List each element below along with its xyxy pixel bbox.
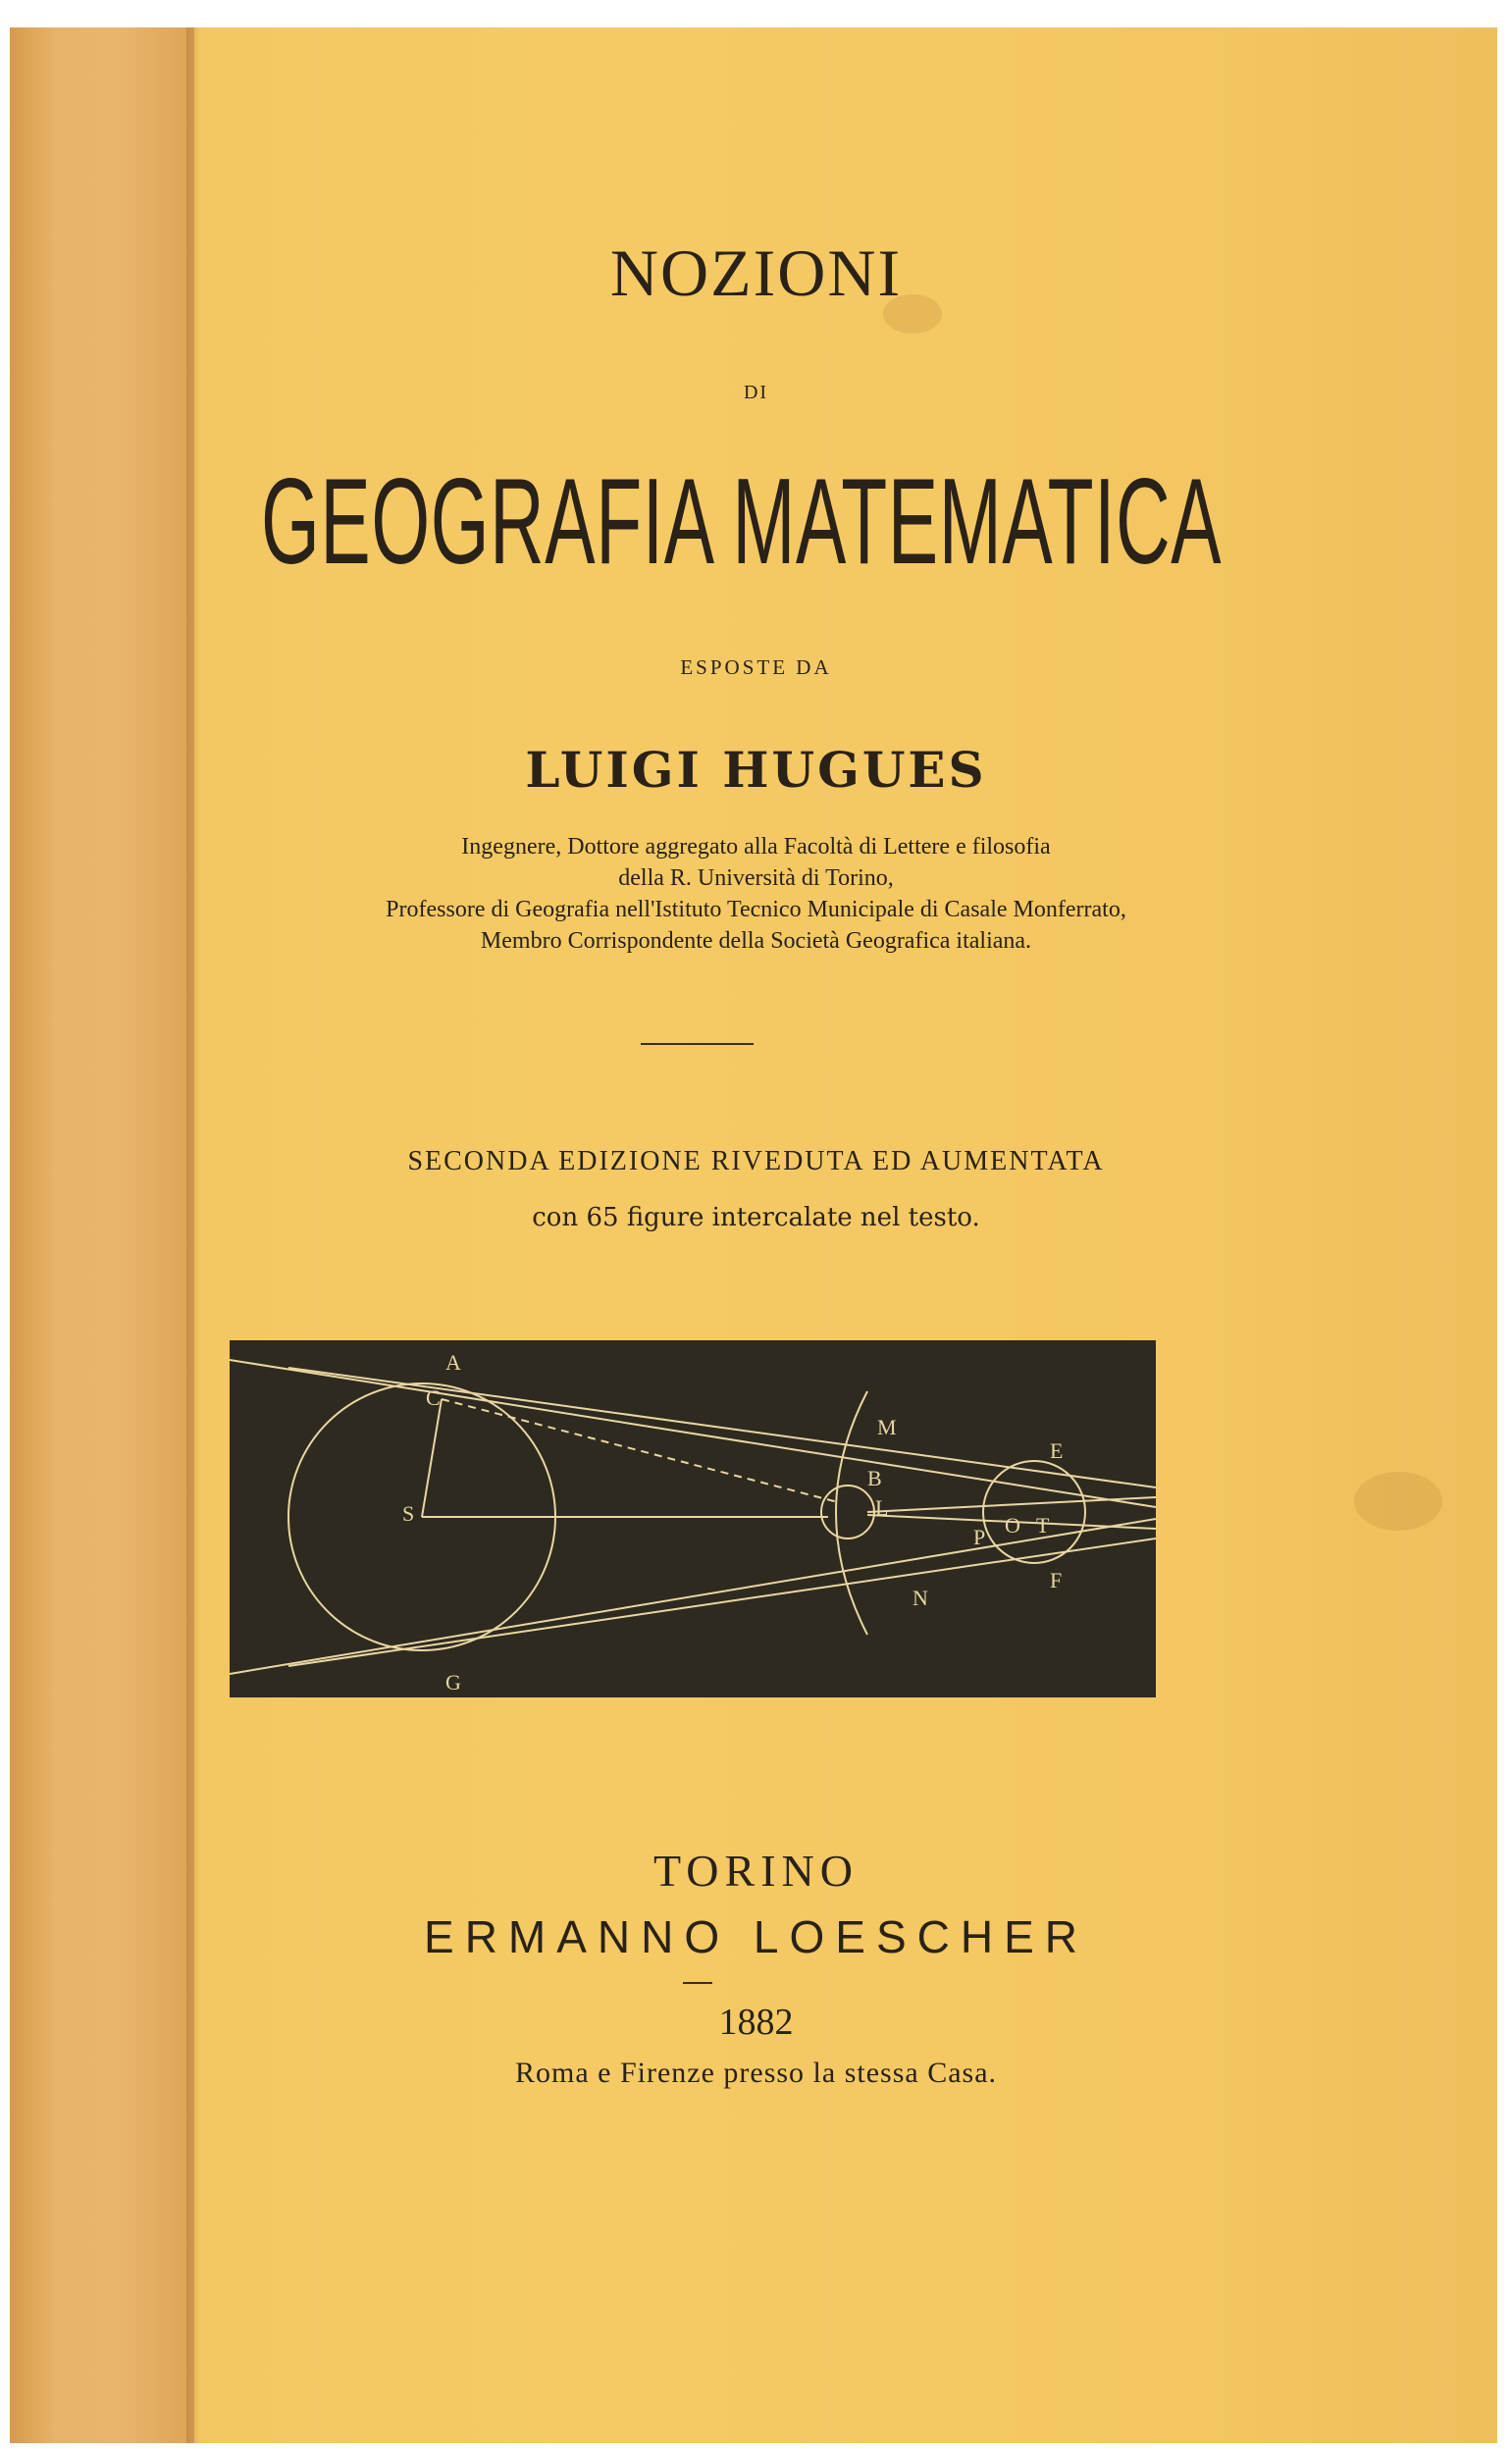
author-name: LUIGI HUGUES: [525, 741, 987, 799]
label-B: B: [867, 1466, 882, 1490]
label-E: E: [1050, 1438, 1064, 1463]
edition-statement: SECONDA EDIZIONE RIVEDUTA ED AUMENTATA: [407, 1146, 1105, 1176]
credential-line: Membro Corrispondente della Società Geografica italiana.: [480, 928, 1032, 954]
title-geografia-matematica: GEOGRAFIA MATEMATICA: [261, 454, 1223, 590]
moon-circle: [821, 1486, 874, 1538]
label-N: N: [912, 1586, 928, 1610]
imprint-place: TORINO: [653, 1846, 859, 1896]
tangent-line: [288, 1368, 1156, 1487]
eclipse-diagram-svg: [230, 1340, 1156, 1697]
label-A: A: [445, 1350, 461, 1375]
label-O: O: [1005, 1513, 1020, 1538]
label-T: T: [1036, 1513, 1050, 1538]
radius-line: [422, 1399, 442, 1517]
imprint-year: 1882: [718, 2002, 794, 2043]
paper-stain: [1354, 1472, 1442, 1531]
label-G: G: [445, 1670, 461, 1695]
dashed-line: [442, 1399, 838, 1502]
divider-rule: [641, 1043, 754, 1045]
label-C: C: [426, 1385, 441, 1410]
title-nozioni: NOZIONI: [609, 235, 903, 310]
imprint-distribution: Roma e Firenze presso la stessa Casa.: [514, 2057, 998, 2089]
title-di: DI: [743, 382, 769, 403]
shadow-line: [867, 1497, 1156, 1512]
moon-orbit-arc: [836, 1391, 867, 1635]
tangent-line: [230, 1519, 1156, 1674]
eclipse-diagram: [230, 1340, 1156, 1697]
credential-line: Professore di Geografia nell'Istituto Tecnico Municipale di Casale Monferrato,: [386, 897, 1126, 922]
label-S: S: [402, 1501, 415, 1526]
tangent-line: [230, 1360, 1156, 1507]
author-intro: ESPOSTE DA: [680, 655, 832, 679]
imprint-rule: [683, 1982, 712, 1984]
label-M: M: [877, 1415, 897, 1439]
imprint-publisher: ERMANNO LOESCHER: [424, 1911, 1088, 1962]
label-L: L: [875, 1495, 889, 1520]
label-P: P: [973, 1525, 986, 1549]
figures-note: con 65 figure intercalate nel testo.: [532, 1203, 980, 1232]
credential-line: della R. Università di Torino,: [618, 865, 894, 891]
credential-line: Ingegnere, Dottore aggregato alla Facoltà di Lettere e filosofia: [461, 834, 1051, 860]
tangent-line: [288, 1538, 1156, 1666]
label-F: F: [1050, 1568, 1063, 1592]
